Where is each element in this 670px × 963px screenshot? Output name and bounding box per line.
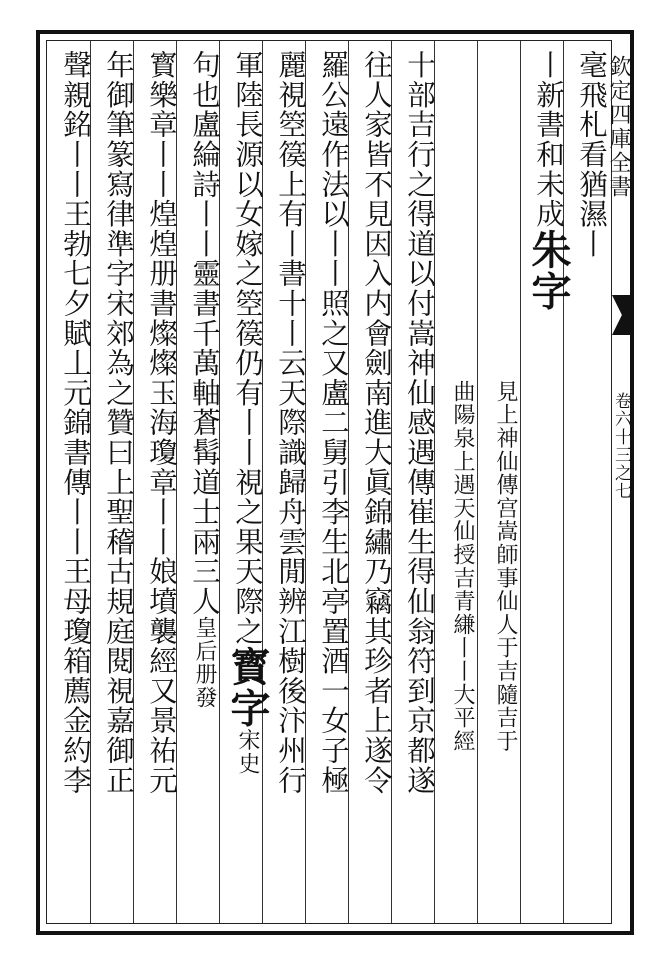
column-text: 軍陸長源以女嫁之箜篌仍有丨丨視之果天際之 bbox=[231, 50, 264, 646]
text-column-11 bbox=[140, 50, 182, 925]
text-column-3 bbox=[484, 50, 526, 925]
column-text: 句也盧綸詩丨丨靈書千萬軸蒼髯道士兩三人 bbox=[188, 50, 221, 617]
text-column-9 bbox=[224, 50, 271, 925]
column-text: 往人家皆不見因入内會劍南進大眞錦繡乃竊其珍者上遂令 bbox=[360, 50, 393, 795]
annotation-text: 見上神仙傳宫嵩師事仙人于吉隨吉于 bbox=[493, 380, 518, 753]
volume-label: 卷六十三之七 bbox=[611, 392, 631, 500]
text-column-12 bbox=[97, 50, 139, 925]
heading-character: 寳字 bbox=[224, 646, 271, 729]
annotation-text: 曲陽泉上遇天仙授吉青縑丨丨大平經 bbox=[450, 380, 475, 753]
column-text: 寳樂章丨丨煌煌册書燦燦玉海瓊章丨丨娘墳襲經又景祐元 bbox=[145, 50, 178, 795]
text-column-1 bbox=[570, 50, 612, 925]
heading-character: 朱字 bbox=[525, 228, 572, 312]
column-text: 十部吉行之得道以付嵩神仙感遇傳崔生得仙翁符到京都遂 bbox=[403, 50, 436, 795]
text-column-5 bbox=[398, 50, 440, 925]
column-text: 年御筆篆寫律準字宋郊為之贊曰上聖稽古規庭閱視嘉御正 bbox=[102, 50, 135, 795]
book-title: 欽定四庫全書 bbox=[606, 55, 631, 199]
column-text: 聲親銘丨丨王勃七夕賦丄元錦書傳丨丨王母瓊箱薦金約李 bbox=[59, 50, 92, 795]
text-column-7 bbox=[312, 50, 354, 925]
text-column-13 bbox=[54, 50, 96, 925]
column-text: 毫飛札看猶濕丨 bbox=[575, 50, 608, 259]
column-text: 麗視箜篌上有丨書十丨云天際識歸舟雲閒辨江樹後汴州行 bbox=[274, 50, 307, 795]
text-column-6 bbox=[355, 50, 397, 925]
annotation-text: 皇后册發 bbox=[192, 616, 217, 710]
text-column-4 bbox=[441, 50, 483, 925]
column-text: 羅公遠作法以丨丨照之又盧二舅引李生北亭置酒一女子極 bbox=[317, 50, 350, 795]
text-column-8 bbox=[269, 50, 311, 925]
text-column-2 bbox=[525, 50, 572, 925]
text-column-10 bbox=[183, 50, 225, 925]
column-text: 丨新書和未成 bbox=[532, 50, 565, 229]
annotation-text: 宋史 bbox=[235, 728, 260, 776]
